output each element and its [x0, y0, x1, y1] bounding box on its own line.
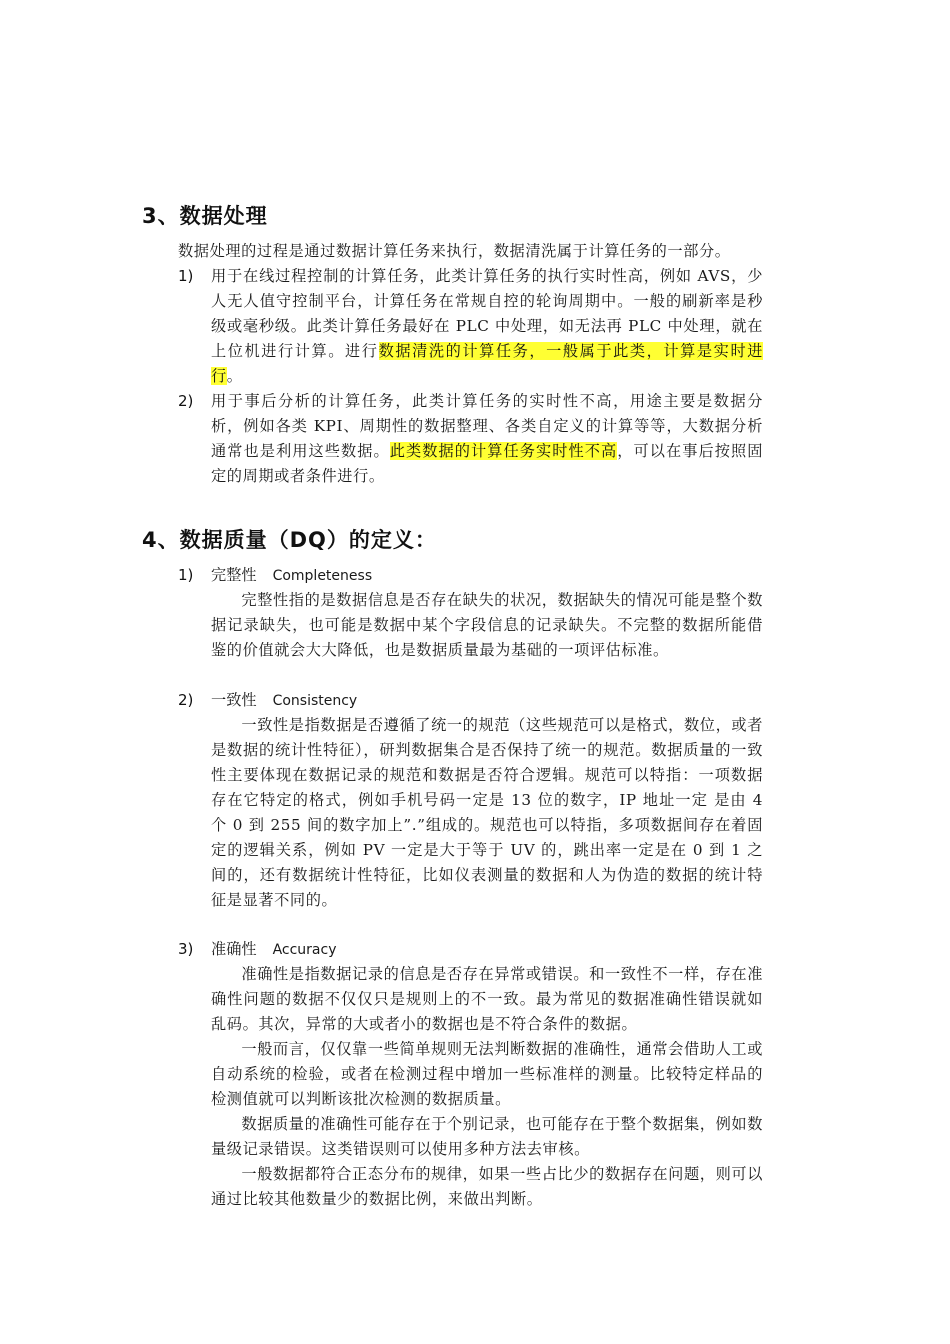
dq-item-3-paragraph-4: 一般数据都符合正态分布的规律，如果一些占比少的数据存在问题，则可以通过比较其他数量少的数据比例，来做出判断。	[211, 1165, 763, 1208]
dq-item-1-paragraph-1: 完整性指的是数据信息是否存在缺失的状况，数据缺失的情况可能是整个数据记录缺失，也可能是数据中某个字段信息的记录缺失。不完整的数据所能借鉴的价值就会大大降低，也是数据质量最为基础的一项评估标准。	[211, 591, 763, 659]
dq-item-2-name-en: Consistency	[272, 693, 358, 709]
section-3-item-2-text	[211, 389, 763, 489]
section-3-item-2-number: 2)	[178, 392, 194, 410]
dq-item-3-name-cn: 准确性	[211, 940, 257, 958]
dq-item-2-name-cn: 一致性	[211, 691, 257, 709]
dq-item-1-name-cn: 完整性	[211, 566, 257, 584]
dq-item-3-title	[211, 937, 336, 963]
dq-item-3-paragraph-3: 数据质量的准确性可能存在于个别记录，也可能存在于整个数据集，例如数量级记录错误。这类错误则可以使用多种方法去审核。	[211, 1115, 763, 1158]
item-2-text-after: ，可以在事后按照固定的周期或者条件进行。	[211, 442, 763, 485]
section-3-item-1-text	[211, 264, 763, 389]
dq-item-1-title	[211, 563, 372, 589]
item-2-text-before: 用于事后分析的计算任务，此类计算任务的实时性不高，用途主要是数据分析，例如各类 KPI、周期性的数据整理、各类自定义的计算等等，大数据分析通常也是利用这些数据。	[211, 392, 763, 460]
section-4-heading: 4、数据质量（DQ）的定义：	[142, 528, 437, 552]
dq-item-2-title	[211, 688, 357, 714]
item-1-text-before: 用于在线过程控制的计算任务，此类计算任务的执行实时性高，例如 AVS，少人无人值守控制平台，计算任务在常规自控的轮询周期中。一般的刷新率是秒级或毫秒级。此类计算任务最好在 PLC 中处理，如无法再 PLC 中处理，就在上位机进行计算。进行	[211, 267, 763, 360]
dq-item-2-number: 2)	[178, 691, 194, 709]
dq-item-3-name-en: Accuracy	[272, 942, 337, 958]
section-3-item-1-number: 1)	[178, 267, 194, 285]
dq-item-2-paragraph-1: 一致性是指数据是否遵循了统一的规范（这些规范可以是格式，数位，或者是数据的统计性特征），研判数据集合是否保持了统一的规范。数据质量的一致性主要体现在数据记录的规范和数据是否符合逻辑。规范可以特指：一项数据存在它特定的格式，例如手机号码一定是 13 位的数字，IP 地址一定 是由 4 个 0 到 255 间的数字加上”.”组成的。规范也可以特指，多项数据间存在着固定的逻辑关系，例如 PV 一定是大于等于 UV 的，跳出率一定是在 0 到 1 之间的，还有数据统计性特征，比如仪表测量的数据和人为伪造的数据的统计特征是显著不同的。	[211, 716, 763, 909]
dq-item-1-number: 1)	[178, 566, 194, 584]
section-3-intro: 数据处理的过程是通过数据计算任务来执行，数据清洗属于计算任务的一部分。	[178, 242, 731, 260]
item-1-highlight: 数据清洗的计算任务，一般属于此类，计算是实时进行	[211, 342, 763, 385]
dq-item-3-paragraph-1: 准确性是指数据记录的信息是否存在异常或错误。和一致性不一样，存在准确性问题的数据不仅仅只是规则上的不一致。最为常见的数据准确性错误就如乱码。其次，异常的大或者小的数据也是不符合条件的数据。	[211, 965, 763, 1033]
dq-item-3-number: 3)	[178, 940, 194, 958]
dq-item-3-paragraph-2: 一般而言，仅仅靠一些简单规则无法判断数据的准确性，通常会借助人工或自动系统的检验，或者在检测过程中增加一些标准样的测量。比较特定样品的检测值就可以判断该批次检测的数据质量。	[211, 1040, 763, 1108]
dq-item-1-name-en: Completeness	[272, 568, 373, 584]
section-3-heading: 3、数据处理	[142, 204, 268, 228]
item-2-highlight: 此类数据的计算任务实时性不高	[389, 442, 618, 460]
item-1-text-after: 。	[226, 367, 243, 385]
